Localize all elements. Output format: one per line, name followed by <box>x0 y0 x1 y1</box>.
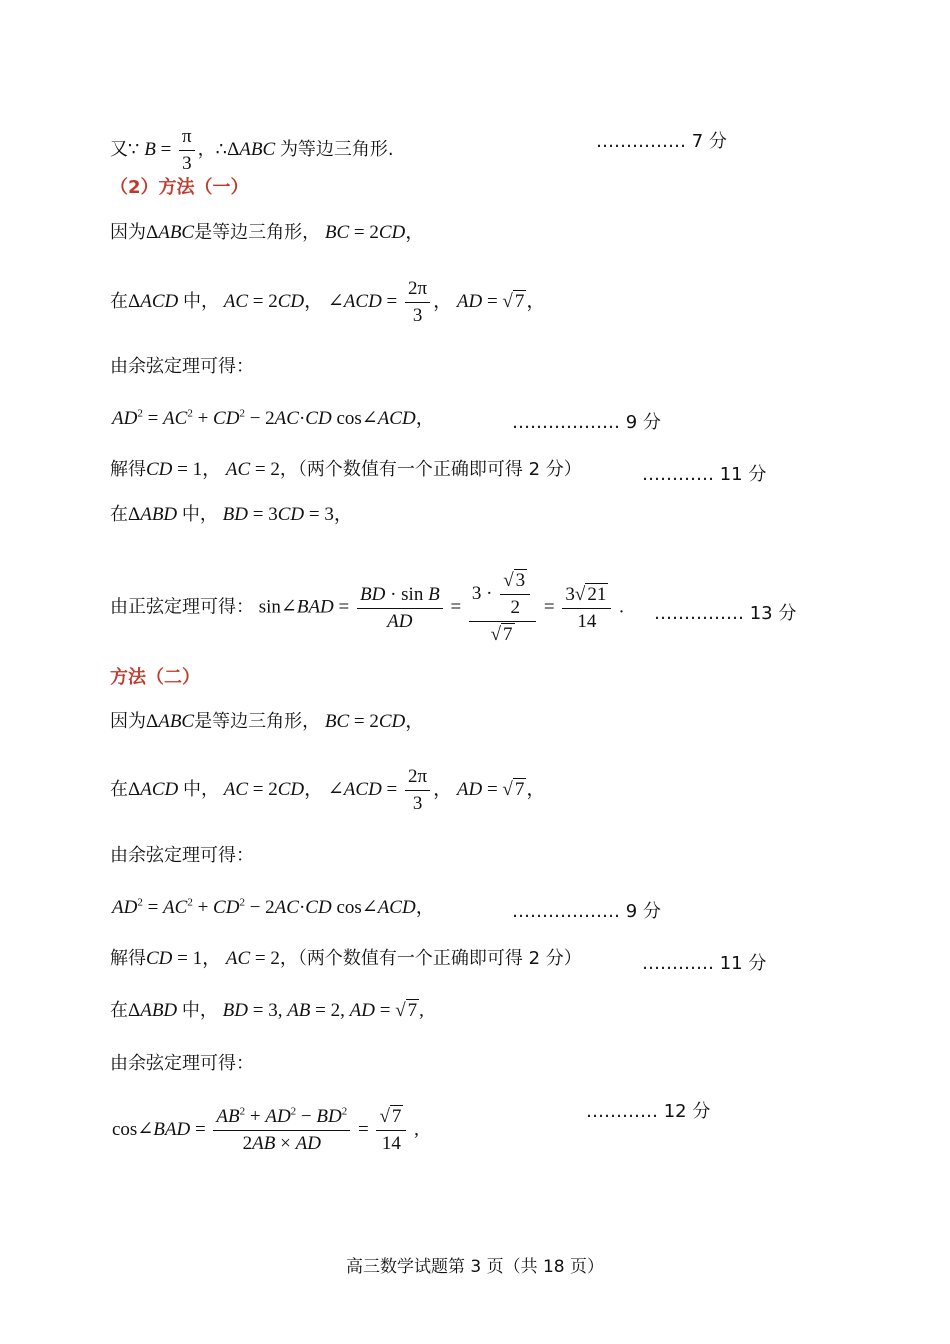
method-2-heading: 方法（二） <box>110 667 200 688</box>
line-m1-solve: 解得CD = 1， AC = 2，（两个数值有一个正确即可得 2 分） <box>110 459 582 480</box>
line-m1-sine-law: 由正弦定理可得： sin∠BAD = $\frac{\text{BD · sin B}}{AD}$ = 3 · $\frac{√ 3}{2}$ √ 7 = $\frac{3√ 21}{14}$ . <box>110 570 624 645</box>
line-m1-triangle-abd: 在ΔABD 中， BD = 3CD = 3， <box>110 504 353 525</box>
score-9-a: ……………… 9 分 <box>512 412 661 433</box>
line-m1-given: 因为ΔABC是等边三角形， BC = 2CD， <box>110 222 425 243</box>
equilateral-text: 为等边三角形. <box>279 138 394 160</box>
line-m2-cosine-formula: $AD^2 = AC^2 + CD^2 - 2AC\cdot CD$ cos∠ACD， <box>112 896 435 918</box>
line-m2-by-cosine-2: 由余弦定理可得： <box>110 1053 254 1074</box>
page-footer: 高三数学试题第 3 页（共 18 页） <box>345 1257 605 1277</box>
method-1-heading: （2）方法（一） <box>110 177 249 198</box>
line-m2-solve: 解得CD = 1， AC = 2，（两个数值有一个正确即可得 2 分） <box>110 948 582 969</box>
score-11-a: ………… 11 分 <box>642 464 767 485</box>
score-7: …………… 7 分 <box>596 131 727 152</box>
line-m1-triangle-acd: 在ΔACD 中， AC = 2CD， ∠ACD = $\frac{2\pi}{3}$ ， AD = √ 7 ， <box>110 278 546 326</box>
line-m1-cosine-formula: $AD^2 = AC^2 + CD^2 - 2AC\cdot CD$ cos∠ACD， <box>112 407 435 429</box>
score-9-b: ……………… 9 分 <box>512 901 661 922</box>
score-11-b: ………… 11 分 <box>642 953 767 974</box>
line-m2-cos-bad: cos∠BAD = $\frac{AB^2 + AD^2 - BD^2}{2AB \times AD}$ = $\frac{√ 7}{14}$ , <box>112 1105 419 1154</box>
line-equilateral-conclusion: 又∵ B = $\frac{\pi}{3}$ ，∴ΔABC 为等边三角形. <box>110 126 394 174</box>
line-m2-triangle-abd: 在ΔABD 中， BD = 3, AB = 2, AD = √ 7 , <box>110 1000 424 1021</box>
score-12: ………… 12 分 <box>586 1101 711 1122</box>
line-m2-by-cosine: 由余弦定理可得： <box>110 845 254 866</box>
score-13: …………… 13 分 <box>654 603 797 624</box>
line-m1-by-cosine: 由余弦定理可得： <box>110 356 254 377</box>
line-m2-triangle-acd: 在ΔACD 中， AC = 2CD， ∠ACD = $\frac{2\pi}{3}$ ， AD = √ 7 ， <box>110 766 546 814</box>
line-m2-given: 因为ΔABC是等边三角形， BC = 2CD， <box>110 711 425 732</box>
